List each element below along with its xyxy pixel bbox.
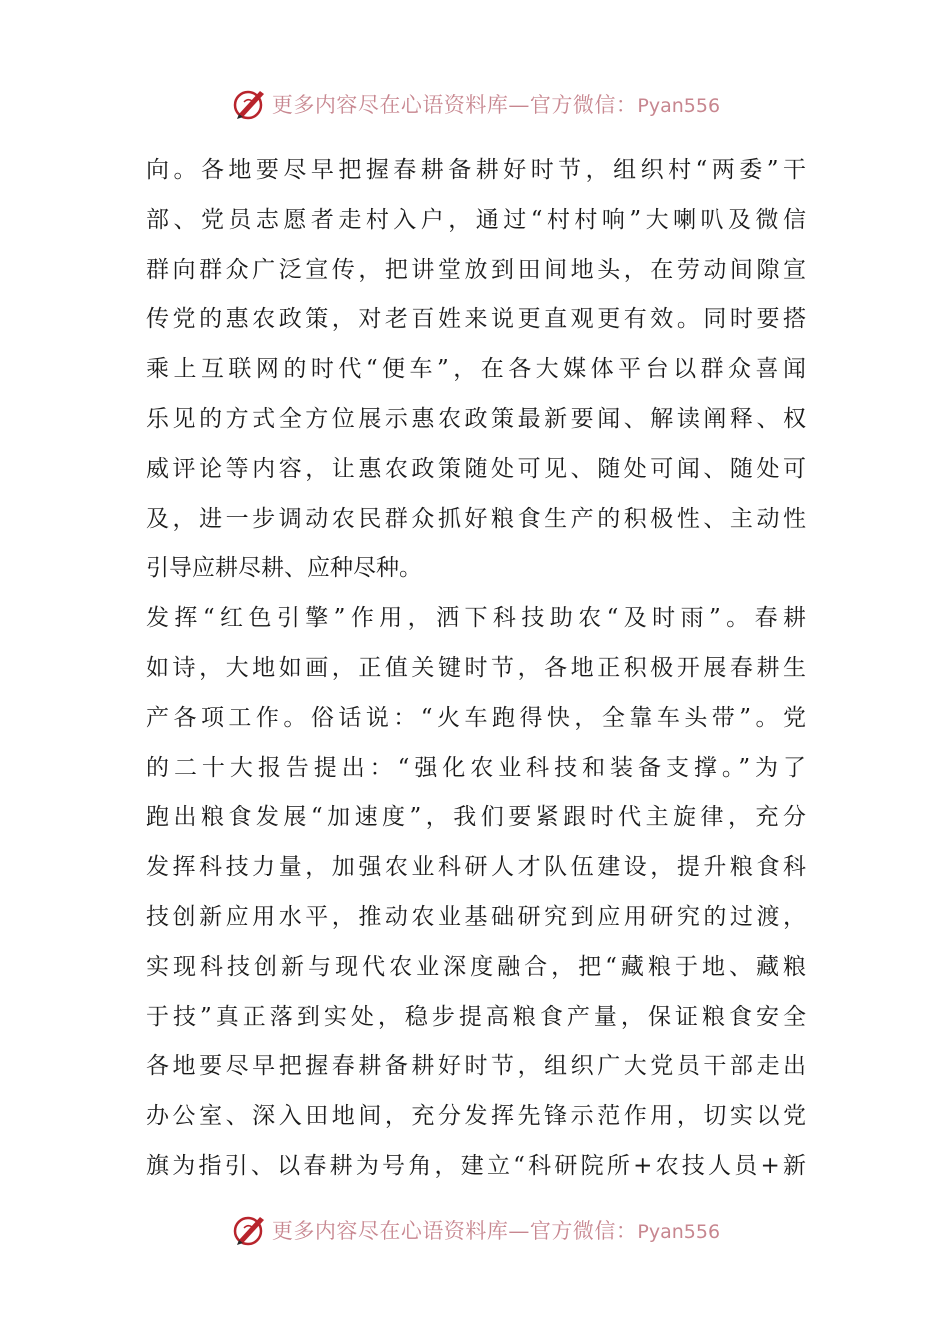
text-line: 实现科技创新与现代农业深度融合，把“藏粮于地、藏粮	[146, 953, 806, 980]
text-line: 产各项工作。俗话说：“火车跑得快，全靠车头带”。党	[146, 704, 806, 731]
pen-logo-icon	[230, 84, 270, 124]
text-line: 及，进一步调动农民群众抓好粮食生产的积极性、主动性	[146, 505, 806, 532]
text-line: 群向群众广泛宣传，把讲堂放到田间地头，在劳动间隙宣	[146, 256, 806, 283]
wechat-id: Pyan556	[637, 1221, 721, 1243]
watermark-text: 更多内容尽在心语资料库—官方微信：Pyan556	[271, 1219, 721, 1243]
text-line: 乐见的方式全方位展示惠农政策最新要闻、解读阐释、权	[146, 405, 806, 432]
text-line: 向。各地要尽早把握春耕备耕好时节，组织村“两委”干	[146, 157, 806, 183]
text-line: 如诗，大地如画，正值关键时节，各地正积极开展春耕生	[146, 654, 806, 681]
text-line: 办公室、深入田地间，充分发挥先锋示范作用，切实以党	[146, 1103, 806, 1130]
text-line: 旗为指引、以春耕为号角，建立“科研院所+农技人员+新	[146, 1152, 806, 1179]
text-line: 传党的惠农政策，对老百姓来说更直观更有效。同时要搭	[146, 306, 806, 333]
text-line: 发挥科技力量，加强农业科研人才队伍建设，提升粮食科	[146, 854, 806, 881]
wechat-id: Pyan556	[637, 95, 721, 117]
text-line: 乘上互联网的时代“便车”，在各大媒体平台以群众喜闻	[146, 356, 806, 383]
document-body	[146, 146, 806, 1192]
text-line: 的二十大报告提出：“强化农业科技和装备支撑。”为了	[146, 754, 806, 781]
text-line: 部、党员志愿者走村入户，通过“村村响”大喇叭及微信	[146, 206, 806, 233]
text-line: 各地要尽早把握春耕备耕好时节，组织广大党员干部走出	[146, 1053, 806, 1080]
text-line: 发挥“红色引擎”作用，洒下科技助农“及时雨”。春耕	[146, 605, 806, 632]
text-line: 引导应耕尽耕、应种尽种。	[146, 555, 422, 582]
text-line: 于技”真正落到实处，稳步提高粮食产量，保证粮食安全	[146, 1003, 806, 1030]
text-line: 威评论等内容，让惠农政策随处可见、随处可闻、随处可	[146, 455, 806, 482]
header-watermark	[0, 84, 950, 124]
text-line: 技创新应用水平，推动农业基础研究到应用研究的过渡，	[146, 903, 806, 930]
footer-watermark	[0, 1210, 950, 1250]
pen-logo-icon	[230, 1210, 270, 1250]
text-line: 跑出粮食发展“加速度”，我们要紧跟时代主旋律，充分	[146, 804, 806, 831]
watermark-text: 更多内容尽在心语资料库—官方微信：Pyan556	[271, 93, 721, 117]
